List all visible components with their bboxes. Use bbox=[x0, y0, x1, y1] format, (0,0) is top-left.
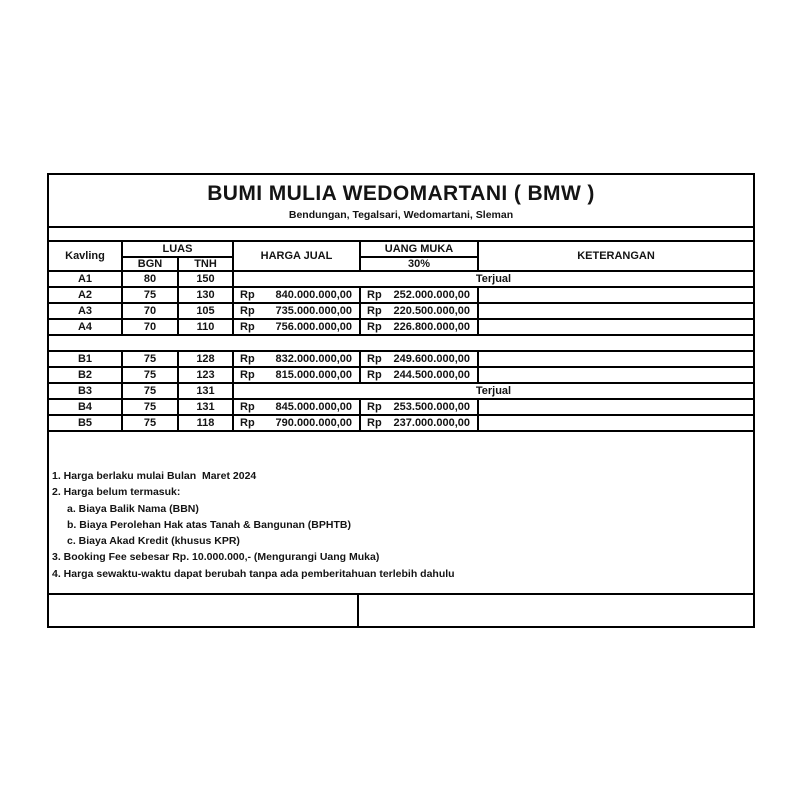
currency-label: Rp bbox=[367, 320, 382, 333]
header-harga-jual: HARGA JUAL bbox=[232, 242, 359, 270]
keterangan-cell bbox=[477, 400, 753, 414]
header-tnh: TNH bbox=[177, 256, 232, 270]
keterangan-cell bbox=[477, 352, 753, 366]
note-subline: c. Biaya Akad Kredit (khusus KPR) bbox=[67, 535, 240, 548]
uang-muka-amount: 244.500.000,00 bbox=[393, 368, 470, 381]
tnh-cell: 150 bbox=[177, 272, 232, 286]
header-kavling: Kavling bbox=[65, 249, 105, 262]
bgn-cell: 70 bbox=[121, 320, 177, 334]
header-uang-muka: UANG MUKA bbox=[359, 242, 477, 256]
uang-muka-amount: 249.600.000,00 bbox=[393, 352, 470, 365]
tnh-cell: 130 bbox=[177, 288, 232, 302]
harga-jual-amount: 840.000.000,00 bbox=[275, 288, 352, 301]
title-cell bbox=[49, 175, 753, 228]
tnh-cell: 105 bbox=[177, 304, 232, 318]
kavling-cell: B3 bbox=[77, 384, 93, 397]
uang-muka-cell bbox=[359, 320, 477, 334]
uang-muka-amount: 220.500.000,00 bbox=[393, 304, 470, 317]
note-subline: a. Biaya Balik Nama (BBN) bbox=[67, 502, 199, 515]
note-line: 3. Booking Fee sebesar Rp. 10.000.000,- (Mengurangi Uang Muka) bbox=[52, 551, 380, 564]
bgn-cell: 70 bbox=[121, 304, 177, 318]
currency-label: Rp bbox=[367, 352, 382, 365]
price-list-table bbox=[47, 173, 755, 628]
keterangan-cell bbox=[477, 368, 753, 382]
header-luas: LUAS bbox=[121, 242, 232, 256]
header-keterangan: KETERANGAN bbox=[477, 242, 753, 270]
table-row bbox=[49, 304, 753, 320]
footer-cell-right bbox=[357, 595, 753, 626]
harga-jual-cell bbox=[232, 416, 359, 430]
currency-label: Rp bbox=[367, 288, 382, 301]
tnh-cell: 131 bbox=[177, 384, 232, 398]
harga-jual-amount: 790.000.000,00 bbox=[275, 416, 352, 429]
note-line: 2. Harga belum termasuk: bbox=[52, 486, 181, 499]
harga-jual-cell bbox=[232, 320, 359, 334]
uang-muka-amount: 226.800.000,00 bbox=[393, 320, 470, 333]
harga-jual-amount: 756.000.000,00 bbox=[275, 320, 352, 333]
bgn-cell: 75 bbox=[121, 400, 177, 414]
harga-jual-cell bbox=[232, 400, 359, 414]
header-uang-muka-pct: 30% bbox=[359, 256, 477, 270]
page-subtitle: Bendungan, Tegalsari, Wedomartani, Sleman bbox=[288, 209, 514, 222]
harga-jual-cell bbox=[232, 288, 359, 302]
harga-jual-cell bbox=[232, 352, 359, 366]
harga-jual-cell bbox=[232, 368, 359, 382]
notes-section bbox=[49, 432, 753, 595]
kavling-cell: B5 bbox=[77, 416, 93, 429]
bgn-cell: 75 bbox=[121, 416, 177, 430]
block-separator-row bbox=[49, 336, 753, 352]
spacer-row bbox=[49, 228, 753, 242]
currency-label: Rp bbox=[367, 416, 382, 429]
table-row bbox=[49, 416, 753, 432]
tnh-cell: 118 bbox=[177, 416, 232, 430]
currency-label: Rp bbox=[240, 400, 255, 413]
table-row bbox=[49, 288, 753, 304]
harga-jual-amount: 735.000.000,00 bbox=[275, 304, 352, 317]
kavling-cell: A4 bbox=[77, 320, 93, 333]
currency-label: Rp bbox=[240, 304, 255, 317]
table-row bbox=[49, 400, 753, 416]
kavling-cell: A2 bbox=[77, 288, 93, 301]
header-bgn: BGN bbox=[121, 256, 177, 270]
tnh-cell: 128 bbox=[177, 352, 232, 366]
status-cell: Terjual bbox=[232, 272, 753, 286]
currency-label: Rp bbox=[240, 288, 255, 301]
table-header bbox=[49, 242, 753, 272]
bgn-cell: 75 bbox=[121, 384, 177, 398]
bgn-cell: 75 bbox=[121, 352, 177, 366]
currency-label: Rp bbox=[240, 368, 255, 381]
footer-cell-left bbox=[49, 595, 357, 626]
currency-label: Rp bbox=[367, 304, 382, 317]
uang-muka-cell bbox=[359, 416, 477, 430]
harga-jual-amount: 845.000.000,00 bbox=[275, 400, 352, 413]
tnh-cell: 110 bbox=[177, 320, 232, 334]
currency-label: Rp bbox=[367, 368, 382, 381]
kavling-cell: A1 bbox=[77, 272, 93, 285]
harga-jual-amount: 815.000.000,00 bbox=[275, 368, 352, 381]
page-title: BUMI MULIA WEDOMARTANI ( BMW ) bbox=[207, 182, 595, 205]
uang-muka-cell bbox=[359, 400, 477, 414]
tnh-cell: 123 bbox=[177, 368, 232, 382]
table-row bbox=[49, 368, 753, 384]
uang-muka-cell bbox=[359, 368, 477, 382]
keterangan-cell bbox=[477, 416, 753, 430]
bgn-cell: 75 bbox=[121, 368, 177, 382]
bgn-cell: 75 bbox=[121, 288, 177, 302]
table-row bbox=[49, 272, 753, 288]
uang-muka-cell bbox=[359, 352, 477, 366]
uang-muka-amount: 237.000.000,00 bbox=[393, 416, 470, 429]
table-row bbox=[49, 352, 753, 368]
kavling-cell: B1 bbox=[77, 352, 93, 365]
currency-label: Rp bbox=[240, 352, 255, 365]
uang-muka-amount: 252.000.000,00 bbox=[393, 288, 470, 301]
keterangan-cell bbox=[477, 320, 753, 334]
status-cell: Terjual bbox=[232, 384, 753, 398]
note-subline: b. Biaya Perolehan Hak atas Tanah & Bangunan (BPHTB) bbox=[67, 518, 351, 531]
tnh-cell: 131 bbox=[177, 400, 232, 414]
bgn-cell: 80 bbox=[121, 272, 177, 286]
uang-muka-cell bbox=[359, 304, 477, 318]
kavling-cell: B4 bbox=[77, 400, 93, 413]
kavling-cell: A3 bbox=[77, 304, 93, 317]
table-row bbox=[49, 384, 753, 400]
kavling-cell: B2 bbox=[77, 368, 93, 381]
note-line: 4. Harga sewaktu-waktu dapat berubah tanpa ada pemberitahuan terlebih dahulu bbox=[52, 567, 455, 580]
harga-jual-cell bbox=[232, 304, 359, 318]
currency-label: Rp bbox=[240, 416, 255, 429]
harga-jual-amount: 832.000.000,00 bbox=[275, 352, 352, 365]
keterangan-cell bbox=[477, 304, 753, 318]
footer-row bbox=[49, 595, 753, 626]
currency-label: Rp bbox=[240, 320, 255, 333]
note-line: 1. Harga berlaku mulai Bulan Maret 2024 bbox=[52, 470, 257, 482]
uang-muka-cell bbox=[359, 288, 477, 302]
keterangan-cell bbox=[477, 288, 753, 302]
table-row bbox=[49, 320, 753, 336]
currency-label: Rp bbox=[367, 400, 382, 413]
uang-muka-amount: 253.500.000,00 bbox=[393, 400, 470, 413]
